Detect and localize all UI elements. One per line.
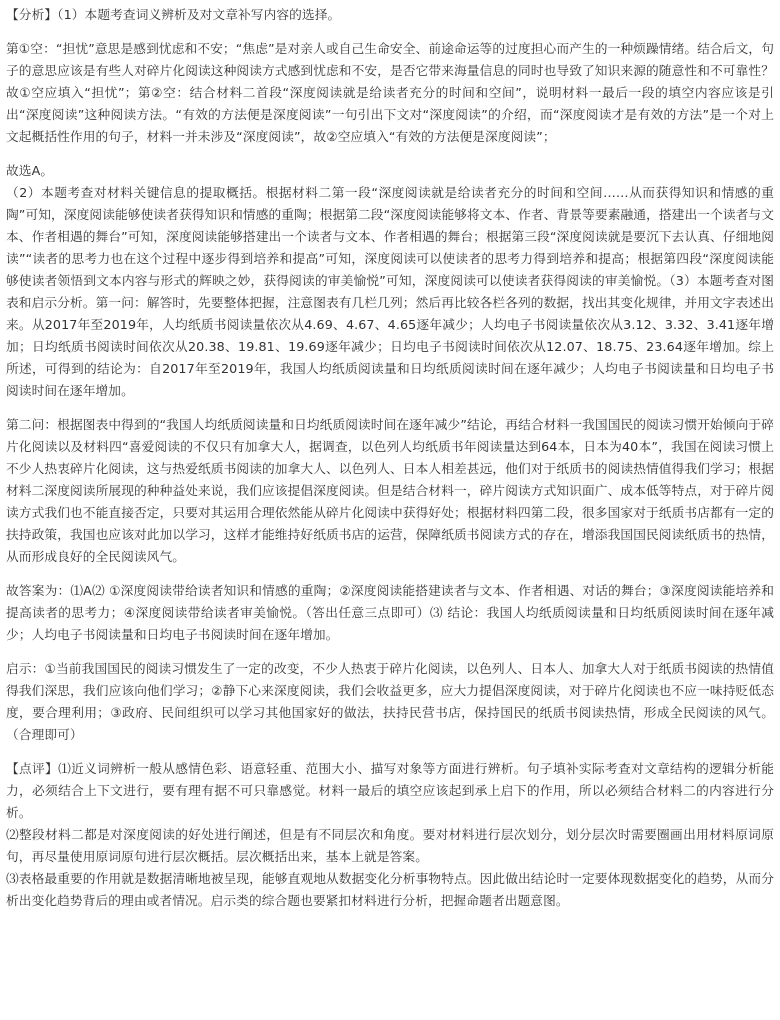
- enlightenment-paragraph: 启示：①当前我国国民的阅读习惯发生了一定的改变，不少人热衷于碎片化阅读，以色列人、日本人、加拿大人对于纸质书阅读的热情值得我们深思，我们应该向他们学习；②静下心来深度阅读，我们会收益更多，应大力提倡深度阅读，对于碎片化阅读也不应一味持贬低态度，要合理利用；③政府、民间组织可以学习其他国家好的做法，扶持民营书店，保持国民的纸质书阅读热情，形成全民阅读的风气。（合理即可）: [6, 661, 774, 742]
- comment-paragraph-2: ⑵整段材料二都是对深度阅读的好处进行阐述，但是有不同层次和角度。要对材料进行层次划分，划分层次时需要圈画出用材料原词原句，再尽量使用原词原句进行层次概括。层次概括出来，基本上就是答案。: [6, 827, 774, 864]
- choice-answer-paragraph: 故选A。: [6, 163, 54, 178]
- second-question-paragraph: 第二问：根据图表中得到的“我国人均纸质阅读量和日均纸质阅读时间在逐年减少”结论，再结合材料一我国国民的阅读习惯开始倾向于碎片化阅读以及材料四“喜爱阅读的不仅只有加拿大人，据调查，以色列人均纸质书年阅读量达到64本，日本为40本”，我国在阅读习惯上不少人热衷碎片化阅读，这与热爱纸质书阅读的加拿大人、以色列人、日本人相差甚远，他们对于纸质书的阅读热情值得我们学习；根据材料二深度阅读所展现的种种益处来说，我们应该提倡深度阅读。但是结合材料一，碎片阅读方式知识面广、成本低等特点，对于碎片阅读方式我们也不能直接否定，只要对其运用合理依然能从碎片化阅读中获得好处；根据材料四第二段，很多国家对于纸质书店都有一定的扶持政策，我国也应该对此加以学习，这样才能维持好纸质书店的运营，保障纸质书阅读方式的存在，增添我国国民阅读纸质书的热情，从而形成良好的全民阅读风气。: [6, 417, 774, 564]
- final-answer-paragraph: 故答案为：⑴A⑵ ①深度阅读带给读者知识和情感的重陶；②深度阅读能搭建读者与文本、作者相遇、对话的舞台；③深度阅读能培养和提高读者的思考力；④深度阅读带给读者审美愉悦。（答出任意三点即可）⑶ 结论：我国人均纸质阅读量和日均纸质阅读时间在逐年减少；人均电子书阅读量和日均电子书阅读时间在逐年增加。: [6, 583, 774, 642]
- comment-paragraph-1: 【点评】⑴近义词辨析一般从感情色彩、语意轻重、范围大小、描写对象等方面进行辨析。句子填补实际考查对文章结构的逻辑分析能力，必须结合上下文进行，要有理有据不可只靠感觉。材料一最后的填空应该起到承上启下的作用，所以必须结合材料二的内容进行分析。: [6, 761, 774, 820]
- blank-analysis-paragraph: 第①空：“担忧”意思是感到忧虑和不安；“焦虑”是对亲人或自己生命安全、前途命运等的过度担心而产生的一种烦躁情绪。结合后文，句子的意思应该是有些人对碎片化阅读这种阅读方式感到忧虑和不安，是否它带来海量信息的同时也导致了知识来源的随意性和不可靠性？故①空应填入“担忧”；第②空：结合材料二首段“深度阅读就是给读者充分的时间和空间”，说明材料一最后一段的填空内容应该是引出“深度阅读”这种阅读方法。“有效的方法便是深度阅读”一句引出下文对“深度阅读”的介绍，而“深度阅读才是有效的方法”是一个对上文起概括性作用的句子，材料一并未涉及“深度阅读”，故②空应填入“有效的方法便是深度阅读”；: [6, 41, 774, 144]
- summary-and-chart-analysis-paragraph: （2）本题考查对材料关键信息的提取概括。根据材料二第一段“深度阅读就是给读者充分的时间和空间……从而获得知识和情感的重陶”可知，深度阅读能够使读者获得知识和情感的重陶；根据第二段“深度阅读能够将文本、作者、背景等要素融通，搭建出一个读者与文本、作者相遇的舞台”可知，深度阅读能够搭建出一个读者与文本、作者相遇的舞台；根据第三段“深度阅读就是要沉下去认真、仔细地阅读”“读者的思考力也在这个过程中逐步得到培养和提高”可知，深度阅读可以使读者的思考力得到培养和提高；根据第四段“深度阅读能够使读者领悟到文本内容与形式的辉映之妙，获得阅读的审美愉悦”可知，深度阅读可以使读者获得阅读的审美愉悦。（3）本题考查对图表和启示分析。第一问：解答时，先要整体把握，注意图表有几栏几列；然后再比较各栏各列的数据，找出其变化规律，并用文字表述出来。从2017年至2019年，人均纸质书阅读量依次从4.69、4.67、4.65逐年减少；人均电子书阅读量依次从3.12、3.32、3.41逐年增加；日均纸质书阅读时间依次从20.38、19.81、19.69逐年减少；日均电子书阅读时间依次从12.07、18.75、23.64逐年增加。综上所述，可得到的结论为：自2017年至2019年，我国人均纸质阅读量和日均纸质阅读时间在逐年减少；人均电子书阅读量和日均电子书阅读时间在逐年增加。: [6, 185, 774, 398]
- analysis-heading-paragraph: 【分析】（1）本题考查词义辨析及对文章补写内容的选择。: [6, 7, 341, 22]
- comment-paragraph-3: ⑶表格最重要的作用就是数据清晰地被呈现，能够直观地从数据变化分析事物特点。因此做出结论时一定要体现数据变化的趋势，从而分析出变化趋势背后的理由或者情况。启示类的综合题也要紧扣材料进行分析，把握命题者出题意图。: [6, 871, 774, 908]
